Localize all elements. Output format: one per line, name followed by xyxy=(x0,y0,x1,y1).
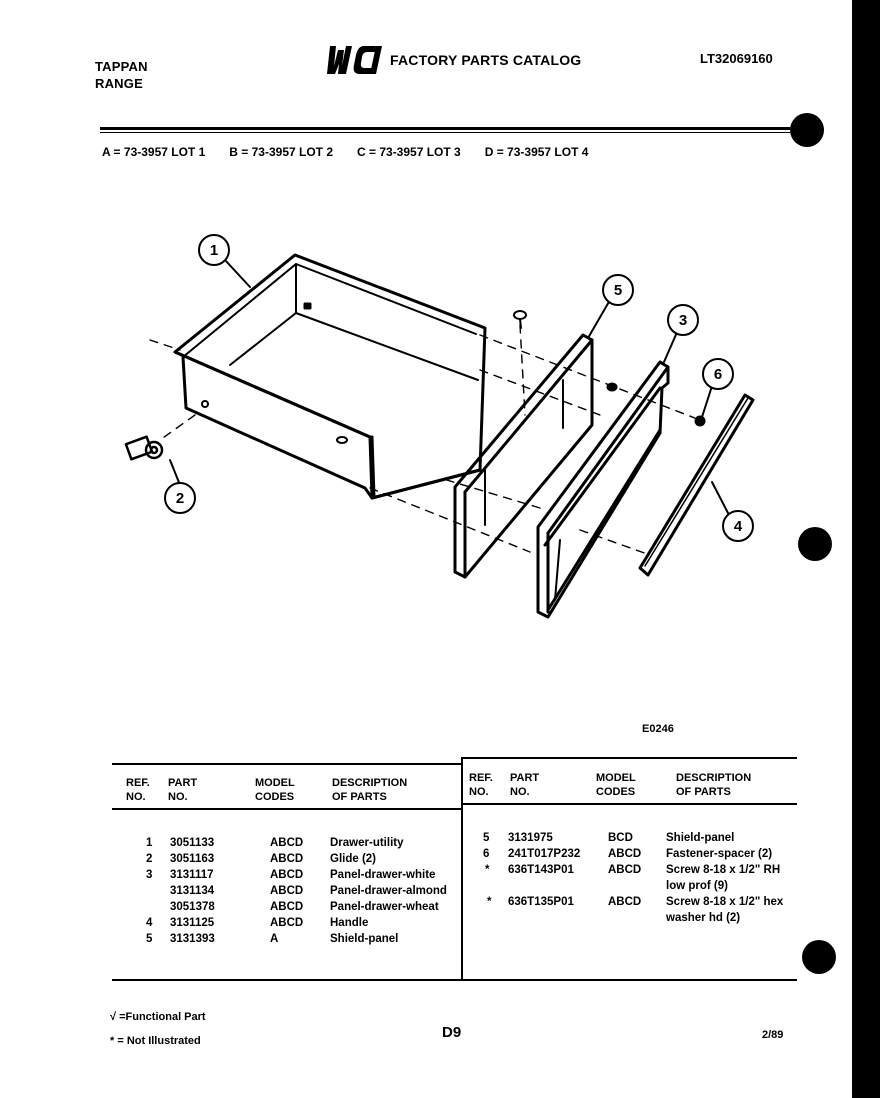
binder-hole-top xyxy=(790,113,824,147)
brand-block xyxy=(95,58,148,92)
header-desc-left: DESCRIPTION OF PARTS xyxy=(332,777,408,803)
document-id: LT32069160 xyxy=(700,51,773,66)
lot-c: C = 73-3957 LOT 3 xyxy=(357,145,461,159)
header-rule-right xyxy=(462,803,797,805)
callout-6: 6 xyxy=(702,358,734,390)
header-part-right: PART NO. xyxy=(510,772,540,798)
lot-a: A = 73-3957 LOT 1 xyxy=(102,145,206,159)
fastener-spacer-drawing xyxy=(695,416,705,426)
brand-line-1: TAPPAN xyxy=(95,59,148,74)
table-bottom-rule xyxy=(112,979,797,981)
scan-edge xyxy=(852,0,880,1098)
screw-drawing xyxy=(514,311,526,328)
screw-side-drawing xyxy=(607,383,617,391)
brand-line-2: RANGE xyxy=(95,76,143,91)
column-divider xyxy=(461,757,463,979)
header-desc-right: DESCRIPTION OF PARTS xyxy=(676,772,752,798)
header-part-left: PART NO. xyxy=(168,777,198,803)
revision-date: 2/89 xyxy=(762,1029,784,1041)
header-ref-left: REF. NO. xyxy=(126,777,150,803)
binder-hole-middle xyxy=(798,527,832,561)
callout-5: 5 xyxy=(602,274,634,306)
exploded-parts-diagram xyxy=(110,220,790,640)
callout-1: 1 xyxy=(198,234,230,266)
drawer-utility-drawing xyxy=(175,255,485,498)
table-top-rule-left xyxy=(112,763,462,765)
shield-panel-drawing xyxy=(455,335,592,577)
glide-drawing xyxy=(126,437,162,460)
page-number: D9 xyxy=(442,1024,462,1041)
header-ref-right: REF. NO. xyxy=(469,772,493,798)
header-model-right: MODEL CODES xyxy=(596,772,636,798)
legend-functional-part: √ =Functional Part xyxy=(110,1011,206,1023)
callout-3: 3 xyxy=(667,304,699,336)
legend-not-illustrated: * = Not Illustrated xyxy=(110,1035,201,1047)
parts-table: REF. NO. PART NO. MODEL CODES DESCRIPTION OF PARTS REF. NO. PART NO. MODEL CODES DESCRIPTION OF PARTS 1 3051133 ABCD Drawer-utility 2 3051163 ABCD Glide (2) 3 3131117 ABCD Panel-drawer-white 3131134 ABCD Panel-drawer-almond 3051378 ABCD Panel-drawer-wheat 4 3131125 ABCD Handle 5 3131393 A Shield-panel 5 3131975 BCD Shield-panel 6 241T017P232 ABCD Fastener-spacer (2) * 636T143P01 ABCD Screw 8-18 x 1/2" RH low prof (9) * 636T135P01 ABCD Screw 8-18 x 1/2" hex washer hd (2) xyxy=(112,757,797,983)
diagram-code: E0246 xyxy=(642,723,674,735)
header-rule-left xyxy=(112,808,462,810)
table-top-rule-right xyxy=(462,757,797,759)
callout-4: 4 xyxy=(722,510,754,542)
binder-hole-bottom xyxy=(802,940,836,974)
lot-legend xyxy=(102,145,588,159)
header-model-left: MODEL CODES xyxy=(255,777,295,803)
header-rule-thin xyxy=(100,132,790,133)
callout-2: 2 xyxy=(164,482,196,514)
lot-b: B = 73-3957 LOT 2 xyxy=(229,145,333,159)
header-rule xyxy=(100,127,790,130)
wci-logo xyxy=(324,44,384,76)
lot-d: D = 73-3957 LOT 4 xyxy=(484,145,589,159)
catalog-title: FACTORY PARTS CATALOG xyxy=(390,52,582,68)
